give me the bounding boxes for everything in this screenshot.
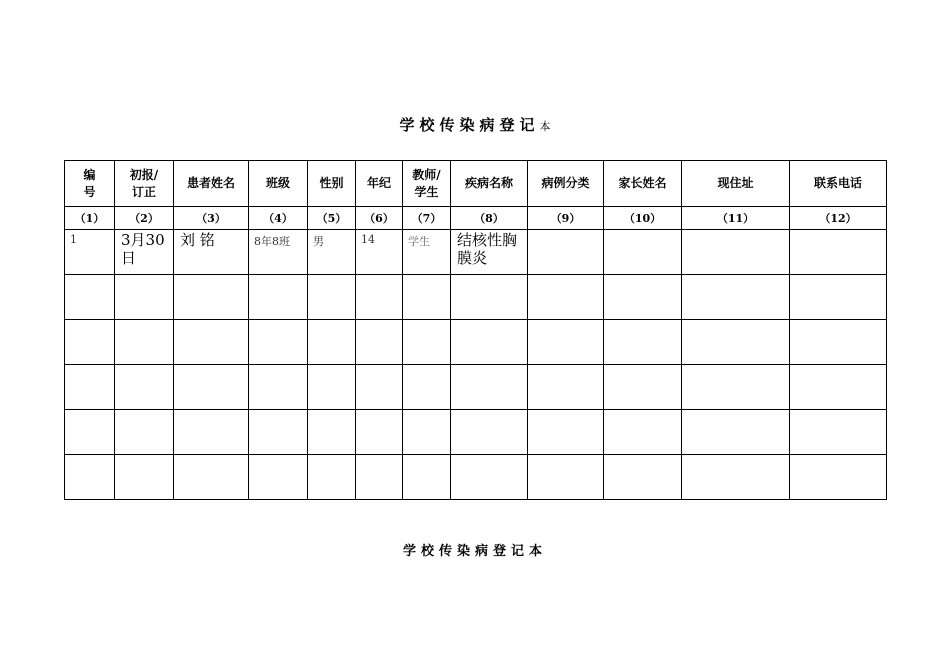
cell-parent-name[interactable] <box>604 320 682 365</box>
cell-address[interactable] <box>682 320 790 365</box>
column-number-cell: （5） <box>308 207 356 230</box>
header-cell-age: 年纪 <box>356 161 403 207</box>
column-number-cell: （8） <box>451 207 528 230</box>
cell-parent-name[interactable] <box>604 365 682 410</box>
cell-class[interactable] <box>249 275 308 320</box>
cell-teacher-student[interactable]: 学生 <box>403 230 451 275</box>
cell-report-date[interactable]: 3月30日 <box>115 230 174 275</box>
table-row <box>65 365 887 410</box>
cell-disease[interactable] <box>451 275 528 320</box>
cell-class[interactable] <box>249 320 308 365</box>
cell-phone[interactable] <box>790 365 887 410</box>
cell-number[interactable] <box>65 275 115 320</box>
cell-disease[interactable] <box>451 455 528 500</box>
cell-address[interactable] <box>682 230 790 275</box>
cell-address[interactable] <box>682 365 790 410</box>
cell-case-category[interactable] <box>528 230 604 275</box>
column-number-cell: （7） <box>403 207 451 230</box>
cell-parent-name[interactable] <box>604 230 682 275</box>
cell-class[interactable] <box>249 365 308 410</box>
header-cell-phone: 联系电话 <box>790 161 887 207</box>
column-number-cell: （2） <box>115 207 174 230</box>
cell-report-date[interactable] <box>115 455 174 500</box>
cell-class[interactable] <box>249 410 308 455</box>
cell-age[interactable]: 14 <box>356 230 403 275</box>
cell-teacher-student[interactable] <box>403 275 451 320</box>
cell-gender[interactable] <box>308 275 356 320</box>
cell-disease[interactable] <box>451 320 528 365</box>
cell-patient-name[interactable]: 刘 铭 <box>174 230 249 275</box>
column-number-cell: （9） <box>528 207 604 230</box>
header-cell-patient-name: 患者姓名 <box>174 161 249 207</box>
header-cell-disease: 疾病名称 <box>451 161 528 207</box>
cell-case-category[interactable] <box>528 275 604 320</box>
cell-report-date[interactable] <box>115 365 174 410</box>
cell-case-category[interactable] <box>528 365 604 410</box>
cell-parent-name[interactable] <box>604 410 682 455</box>
register-table <box>64 160 887 500</box>
document-title-suffix: 本 <box>539 120 551 133</box>
cell-number[interactable] <box>65 365 115 410</box>
header-row <box>65 161 887 207</box>
cell-number[interactable] <box>65 455 115 500</box>
cell-phone[interactable] <box>790 320 887 365</box>
column-number-cell: （11） <box>682 207 790 230</box>
cell-number[interactable] <box>65 410 115 455</box>
footer-title: 学校传染病登记本 <box>402 544 547 559</box>
cell-teacher-student[interactable] <box>403 410 451 455</box>
column-number-cell: （10） <box>604 207 682 230</box>
cell-disease[interactable]: 结核性胸膜炎 <box>451 230 528 275</box>
column-number-cell: （1） <box>65 207 115 230</box>
cell-patient-name[interactable] <box>174 320 249 365</box>
cell-case-category[interactable] <box>528 455 604 500</box>
cell-address[interactable] <box>682 410 790 455</box>
cell-gender[interactable] <box>308 455 356 500</box>
cell-report-date[interactable] <box>115 320 174 365</box>
cell-age[interactable] <box>356 365 403 410</box>
cell-number[interactable]: 1 <box>65 230 115 275</box>
header-cell-case-category: 病例分类 <box>528 161 604 207</box>
cell-age[interactable] <box>356 275 403 320</box>
column-number-cell: （3） <box>174 207 249 230</box>
cell-parent-name[interactable] <box>604 455 682 500</box>
cell-address[interactable] <box>682 455 790 500</box>
cell-parent-name[interactable] <box>604 275 682 320</box>
cell-age[interactable] <box>356 320 403 365</box>
table-row <box>65 320 887 365</box>
column-number-cell: （6） <box>356 207 403 230</box>
cell-teacher-student[interactable] <box>403 455 451 500</box>
cell-phone[interactable] <box>790 410 887 455</box>
cell-phone[interactable] <box>790 455 887 500</box>
document-title-main: 学校传染病登记 <box>399 116 540 134</box>
cell-phone[interactable] <box>790 230 887 275</box>
cell-teacher-student[interactable] <box>403 365 451 410</box>
cell-report-date[interactable] <box>115 410 174 455</box>
document-title <box>0 114 950 135</box>
header-cell-gender: 性别 <box>308 161 356 207</box>
cell-gender[interactable] <box>308 320 356 365</box>
cell-phone[interactable] <box>790 275 887 320</box>
table-row <box>65 275 887 320</box>
header-cell-class: 班级 <box>249 161 308 207</box>
column-number-cell: （4） <box>249 207 308 230</box>
table-row <box>65 230 887 275</box>
cell-report-date[interactable] <box>115 275 174 320</box>
cell-address[interactable] <box>682 275 790 320</box>
cell-gender[interactable] <box>308 410 356 455</box>
cell-class[interactable] <box>249 455 308 500</box>
cell-case-category[interactable] <box>528 320 604 365</box>
cell-patient-name[interactable] <box>174 410 249 455</box>
column-number-cell: （12） <box>790 207 887 230</box>
cell-gender[interactable]: 男 <box>308 230 356 275</box>
header-cell-parent-name: 家长姓名 <box>604 161 682 207</box>
cell-number[interactable] <box>65 320 115 365</box>
table-row <box>65 410 887 455</box>
cell-disease[interactable] <box>451 365 528 410</box>
column-number-row <box>65 207 887 230</box>
header-cell-teacher-student: 教师/ 学生 <box>403 161 451 207</box>
cell-class[interactable]: 8年8班 <box>249 230 308 275</box>
cell-patient-name[interactable] <box>174 275 249 320</box>
cell-case-category[interactable] <box>528 410 604 455</box>
cell-patient-name[interactable] <box>174 455 249 500</box>
cell-age[interactable] <box>356 455 403 500</box>
cell-patient-name[interactable] <box>174 365 249 410</box>
cell-gender[interactable] <box>308 365 356 410</box>
header-cell-report-type: 初报/ 订正 <box>115 161 174 207</box>
table-row <box>65 455 887 500</box>
cell-age[interactable] <box>356 410 403 455</box>
header-cell-number: 编 号 <box>65 161 115 207</box>
cell-disease[interactable] <box>451 410 528 455</box>
cell-teacher-student[interactable] <box>403 320 451 365</box>
header-cell-address: 现住址 <box>682 161 790 207</box>
